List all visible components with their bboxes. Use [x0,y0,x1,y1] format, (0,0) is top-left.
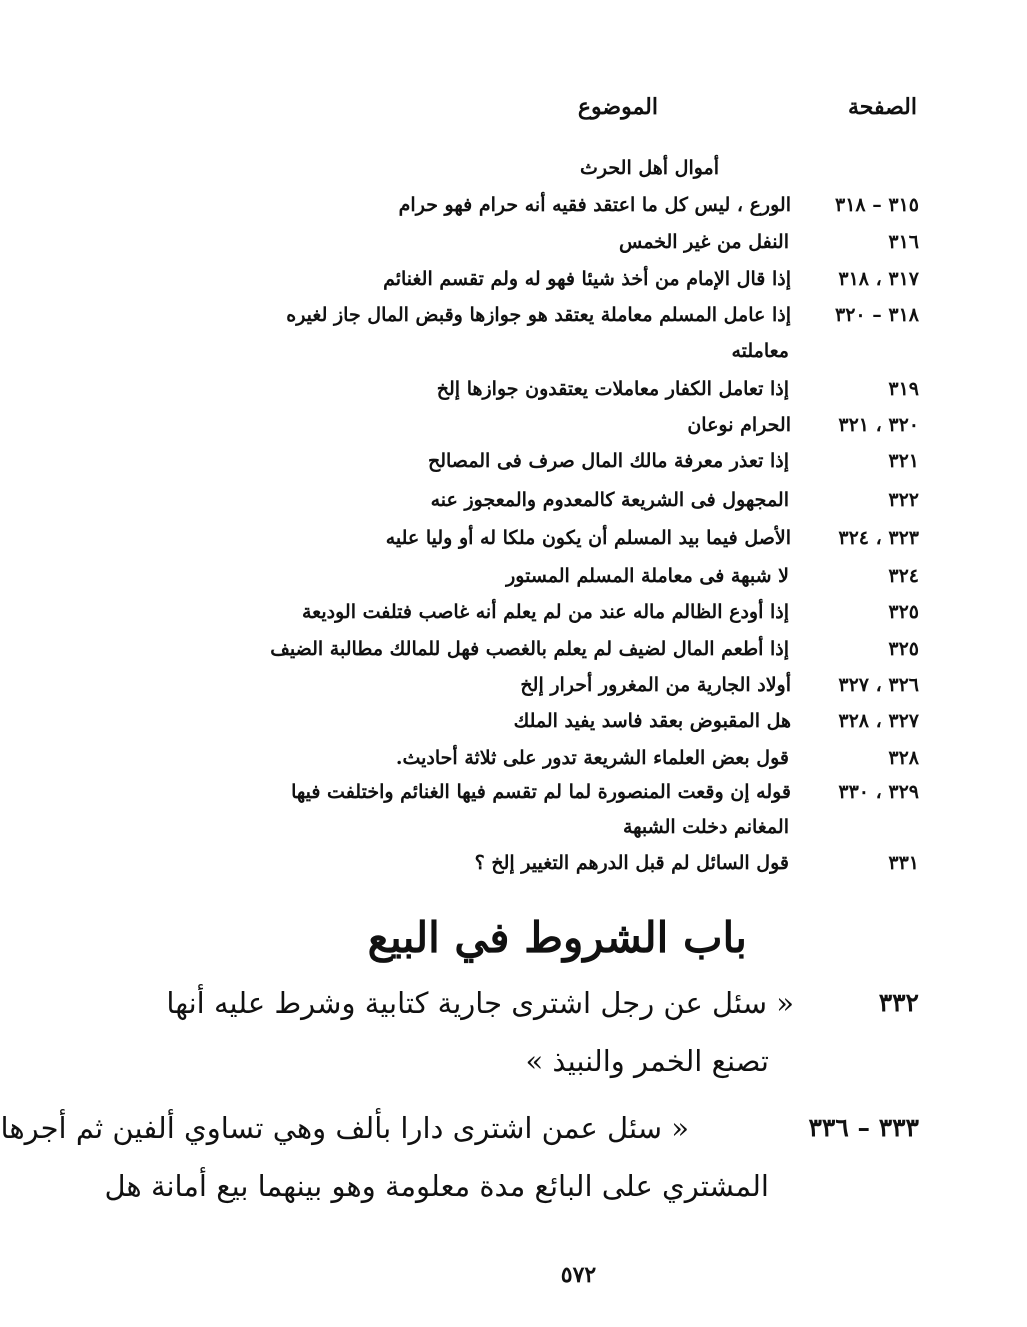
page-ref: ٣١٦ [888,231,919,253]
header-topic-column: الموضوع [577,94,658,120]
topic-text: معاملته [731,340,789,362]
page-ref: ٣١٩ [888,378,919,400]
topic-text: الورع ، ليس كل ما اعتقد فقيه أنه حرام فهو حرام [398,194,791,216]
page-ref: ٣١٧ ، ٣١٨ [838,268,919,290]
index-row [190,371,919,407]
index-row [190,667,919,703]
page-ref: ٣٢٨ [888,747,919,769]
page-ref: ٣٣٢ [878,988,919,1017]
entry-text: المشتري على البائع مدة معلومة وهو بينهما بيع أمانة هل [104,1169,769,1203]
page-ref: ٣٢٦ ، ٣٢٧ [838,674,919,696]
topic-text: قوله إن وقعت المنصورة لما لم تقسم فيها الغنائم واختلفت فيها [291,781,791,803]
index-row-continuation [190,333,919,369]
index-row [190,558,919,594]
index-row [190,774,919,810]
index-row [190,740,919,776]
index-row [190,594,919,630]
index-row [190,150,919,186]
topic-text: النفل من غير الخمس [619,231,789,253]
page-ref: ٣٢١ [888,450,919,472]
section-heading: باب الشروط في البيع [367,913,747,962]
page-ref: ٣٣٣ – ٣٣٦ [808,1113,919,1142]
page-ref: ٣١٥ – ٣١٨ [835,194,919,216]
page-ref: ٣٢٩ ، ٣٣٠ [838,781,919,803]
index-row [190,443,919,479]
page-ref: ٣١٨ – ٣٢٠ [835,304,919,326]
page-ref: ٣٢٤ [888,565,919,587]
entry-text: « سئل عن رجل اشترى جارية كتابية وشرط عليه أنها [166,986,794,1020]
index-row [190,703,919,739]
index-row [190,187,919,223]
topic-text: الأصل فيما بيد المسلم أن يكون ملكا له أو وليا عليه [385,527,791,549]
page-ref: ٣٢٢ [888,489,919,511]
index-row [190,224,919,260]
topic-text: قول بعض العلماء الشريعة تدور على ثلاثة أحاديث. [395,747,789,769]
topic-text: إذا تعامل الكفار معاملات يعتقدون جوازها إلخ [436,378,789,400]
index-row [190,631,919,667]
page-ref: ٣٢٧ ، ٣٢٨ [838,710,919,732]
index-row [190,261,919,297]
topic-text: أموال أهل الحرث [580,157,719,179]
topic-text: هل المقبوض بعقد فاسد يفيد الملك [513,710,791,732]
topic-text: المجهول فى الشريعة كالمعدوم والمعجوز عنه [430,489,789,511]
topic-text: إذا أودع الظالم ماله عند من لم يعلم أنه غاصب فتلفت الوديعة [302,601,789,623]
page-ref: ٣٢٥ [888,638,919,660]
topic-text: الحرام نوعان [687,414,791,436]
topic-text: أولاد الجارية من المغرور أحرار إلخ [520,674,791,696]
header-page-column: الصفحة [847,94,917,120]
page-ref: ٣٣١ [888,852,919,874]
index-row [190,520,919,556]
topic-text: لا شبهة فى معاملة المسلم المستور [506,565,789,587]
topic-text: قول السائل لم قبل الدرهم التغيير إلخ ؟ [474,852,789,874]
index-row [190,297,919,333]
page-ref: ٣٢٣ ، ٣٢٤ [838,527,919,549]
page-number: ٥٧٢ [560,1262,597,1288]
topic-text: المغانم دخلت الشبهة [622,816,789,838]
index-row [190,845,919,881]
entry-text: تصنع الخمر والنبيذ » [525,1044,769,1078]
index-row [190,407,919,443]
entry-text: « سئل عمن اشترى دارا بألف وهي تساوي ألفين ثم أجرها [0,1111,689,1145]
index-row [190,482,919,518]
topic-text: إذا عامل المسلم معاملة يعتقد هو جوازها وقبض المال جاز لغيره [286,304,791,326]
page-ref: ٣٢٥ [888,601,919,623]
topic-text: إذا أطعم المال لضيف لم يعلم بالغصب فهل للمالك مطالبة الضيف [270,638,789,660]
page-ref: ٣٢٠ ، ٣٢١ [838,414,919,436]
index-row-continuation [190,809,919,845]
topic-text: إذا تعذر معرفة مالك المال صرف فى المصالح [427,450,789,472]
topic-text: إذا قال الإمام من أخذ شيئا فهو له ولم تقسم الغنائم [383,268,791,290]
